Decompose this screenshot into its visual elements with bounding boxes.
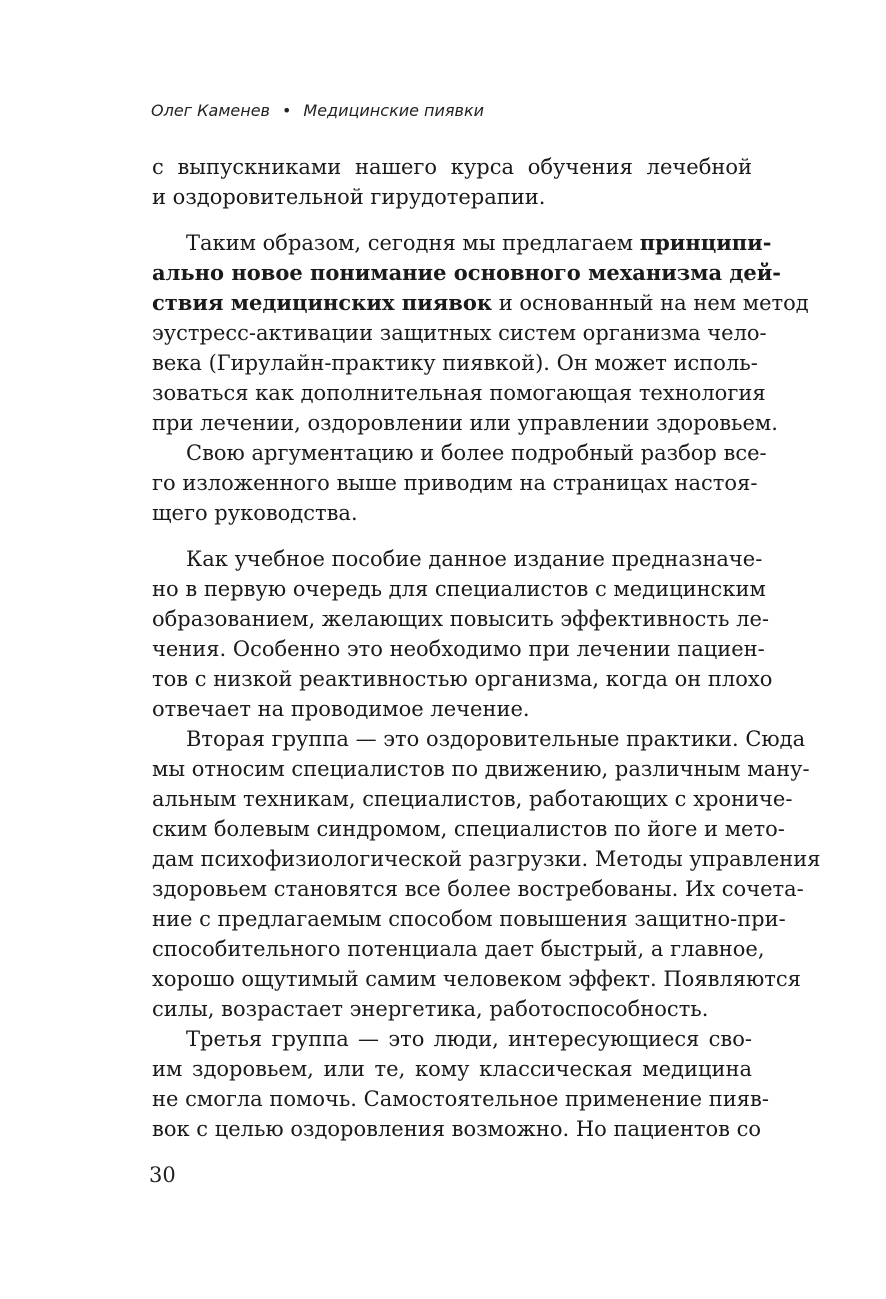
- running-head-separator: •: [281, 101, 292, 120]
- text-line: чения. Особенно это необходимо при лечении пациен-: [152, 637, 765, 661]
- text-line: века (Гирулайн-практику пиявкой). Он может исполь-: [152, 351, 758, 375]
- text-line: силы, возрастает энергетика, работоспособность.: [152, 997, 709, 1021]
- paragraph-key-idea: [152, 228, 809, 438]
- text-line: им здоровьем, или те, кому классическая медицина: [152, 1057, 752, 1081]
- paragraph-continuation: [152, 152, 752, 212]
- text-line: способительного потенциала дает быстрый, а главное,: [152, 937, 765, 961]
- text-line: не смогла помочь. Самостоятельное применение пияв-: [152, 1087, 769, 1111]
- paragraph-second-group: [152, 724, 821, 1024]
- paragraph-audience-specialists: [152, 544, 773, 724]
- paragraph-arguments: [152, 438, 767, 528]
- text-line: зоваться как дополнительная помогающая технология: [152, 381, 766, 405]
- running-head: [151, 101, 484, 120]
- text-line: Вторая группа — это оздоровительные практики. Сюда: [186, 727, 806, 751]
- text-line: с выпускниками нашего курса обучения лечебной: [152, 155, 752, 179]
- text-line: [152, 228, 772, 258]
- text-line: эустресс-активации защитных систем организма чело-: [152, 321, 767, 345]
- text-line: щего руководства.: [152, 501, 358, 525]
- text-line: го изложенного выше приводим на страницах настоя-: [152, 471, 758, 495]
- text-line: мы относим специалистов по движению, различным ману-: [152, 757, 810, 781]
- bold-text-run: принципи-: [639, 230, 772, 255]
- bold-text-run: ально новое понимание основного механизма дей-: [152, 260, 782, 285]
- bold-text-run: ствия медицинских пиявок: [152, 290, 493, 315]
- text-line: дам психофизиологической разгрузки. Методы управления: [152, 847, 821, 871]
- running-head-book-title: Медицинские пиявки: [303, 101, 485, 120]
- text-line: образованием, желающих повысить эффективность ле-: [152, 607, 769, 631]
- text-run: Таким образом, сегодня мы предлагаем: [186, 231, 640, 255]
- paragraph-third-group: [152, 1024, 769, 1144]
- text-line: тов с низкой реактивностью организма, когда он плохо: [152, 667, 773, 691]
- text-line: вок с целью оздоровления возможно. Но пациентов со: [152, 1117, 762, 1141]
- text-line: [152, 258, 782, 288]
- text-line: здоровьем становятся все более востребованы. Их сочета-: [152, 877, 804, 901]
- text-line: при лечении, оздоровлении или управлении здоровьем.: [152, 411, 778, 435]
- text-run: и основанный на нем метод: [492, 291, 809, 315]
- text-line: [152, 288, 809, 318]
- text-line: отвечает на проводимое лечение.: [152, 697, 530, 721]
- running-head-author: Олег Каменев: [151, 101, 270, 120]
- text-line: хорошо ощутимый самим человеком эффект. Появляются: [152, 967, 801, 991]
- text-line: ским болевым синдромом, специалистов по йоге и мето-: [152, 817, 785, 841]
- text-line: альным техникам, специалистов, работающих с хрониче-: [152, 787, 793, 811]
- text-line: Свою аргументацию и более подробный разбор все-: [186, 441, 767, 465]
- page-number: 30: [149, 1163, 176, 1187]
- text-line: Как учебное пособие данное издание предназначе-: [186, 547, 763, 571]
- text-line: Третья группа — это люди, интересующиеся сво-: [186, 1027, 752, 1051]
- page-body: [152, 152, 821, 1144]
- text-line: но в первую очередь для специалистов с медицинским: [152, 577, 766, 601]
- text-line: ние с предлагаемым способом повышения защитно-при-: [152, 907, 786, 931]
- text-line: и оздоровительной гирудотерапии.: [152, 185, 546, 209]
